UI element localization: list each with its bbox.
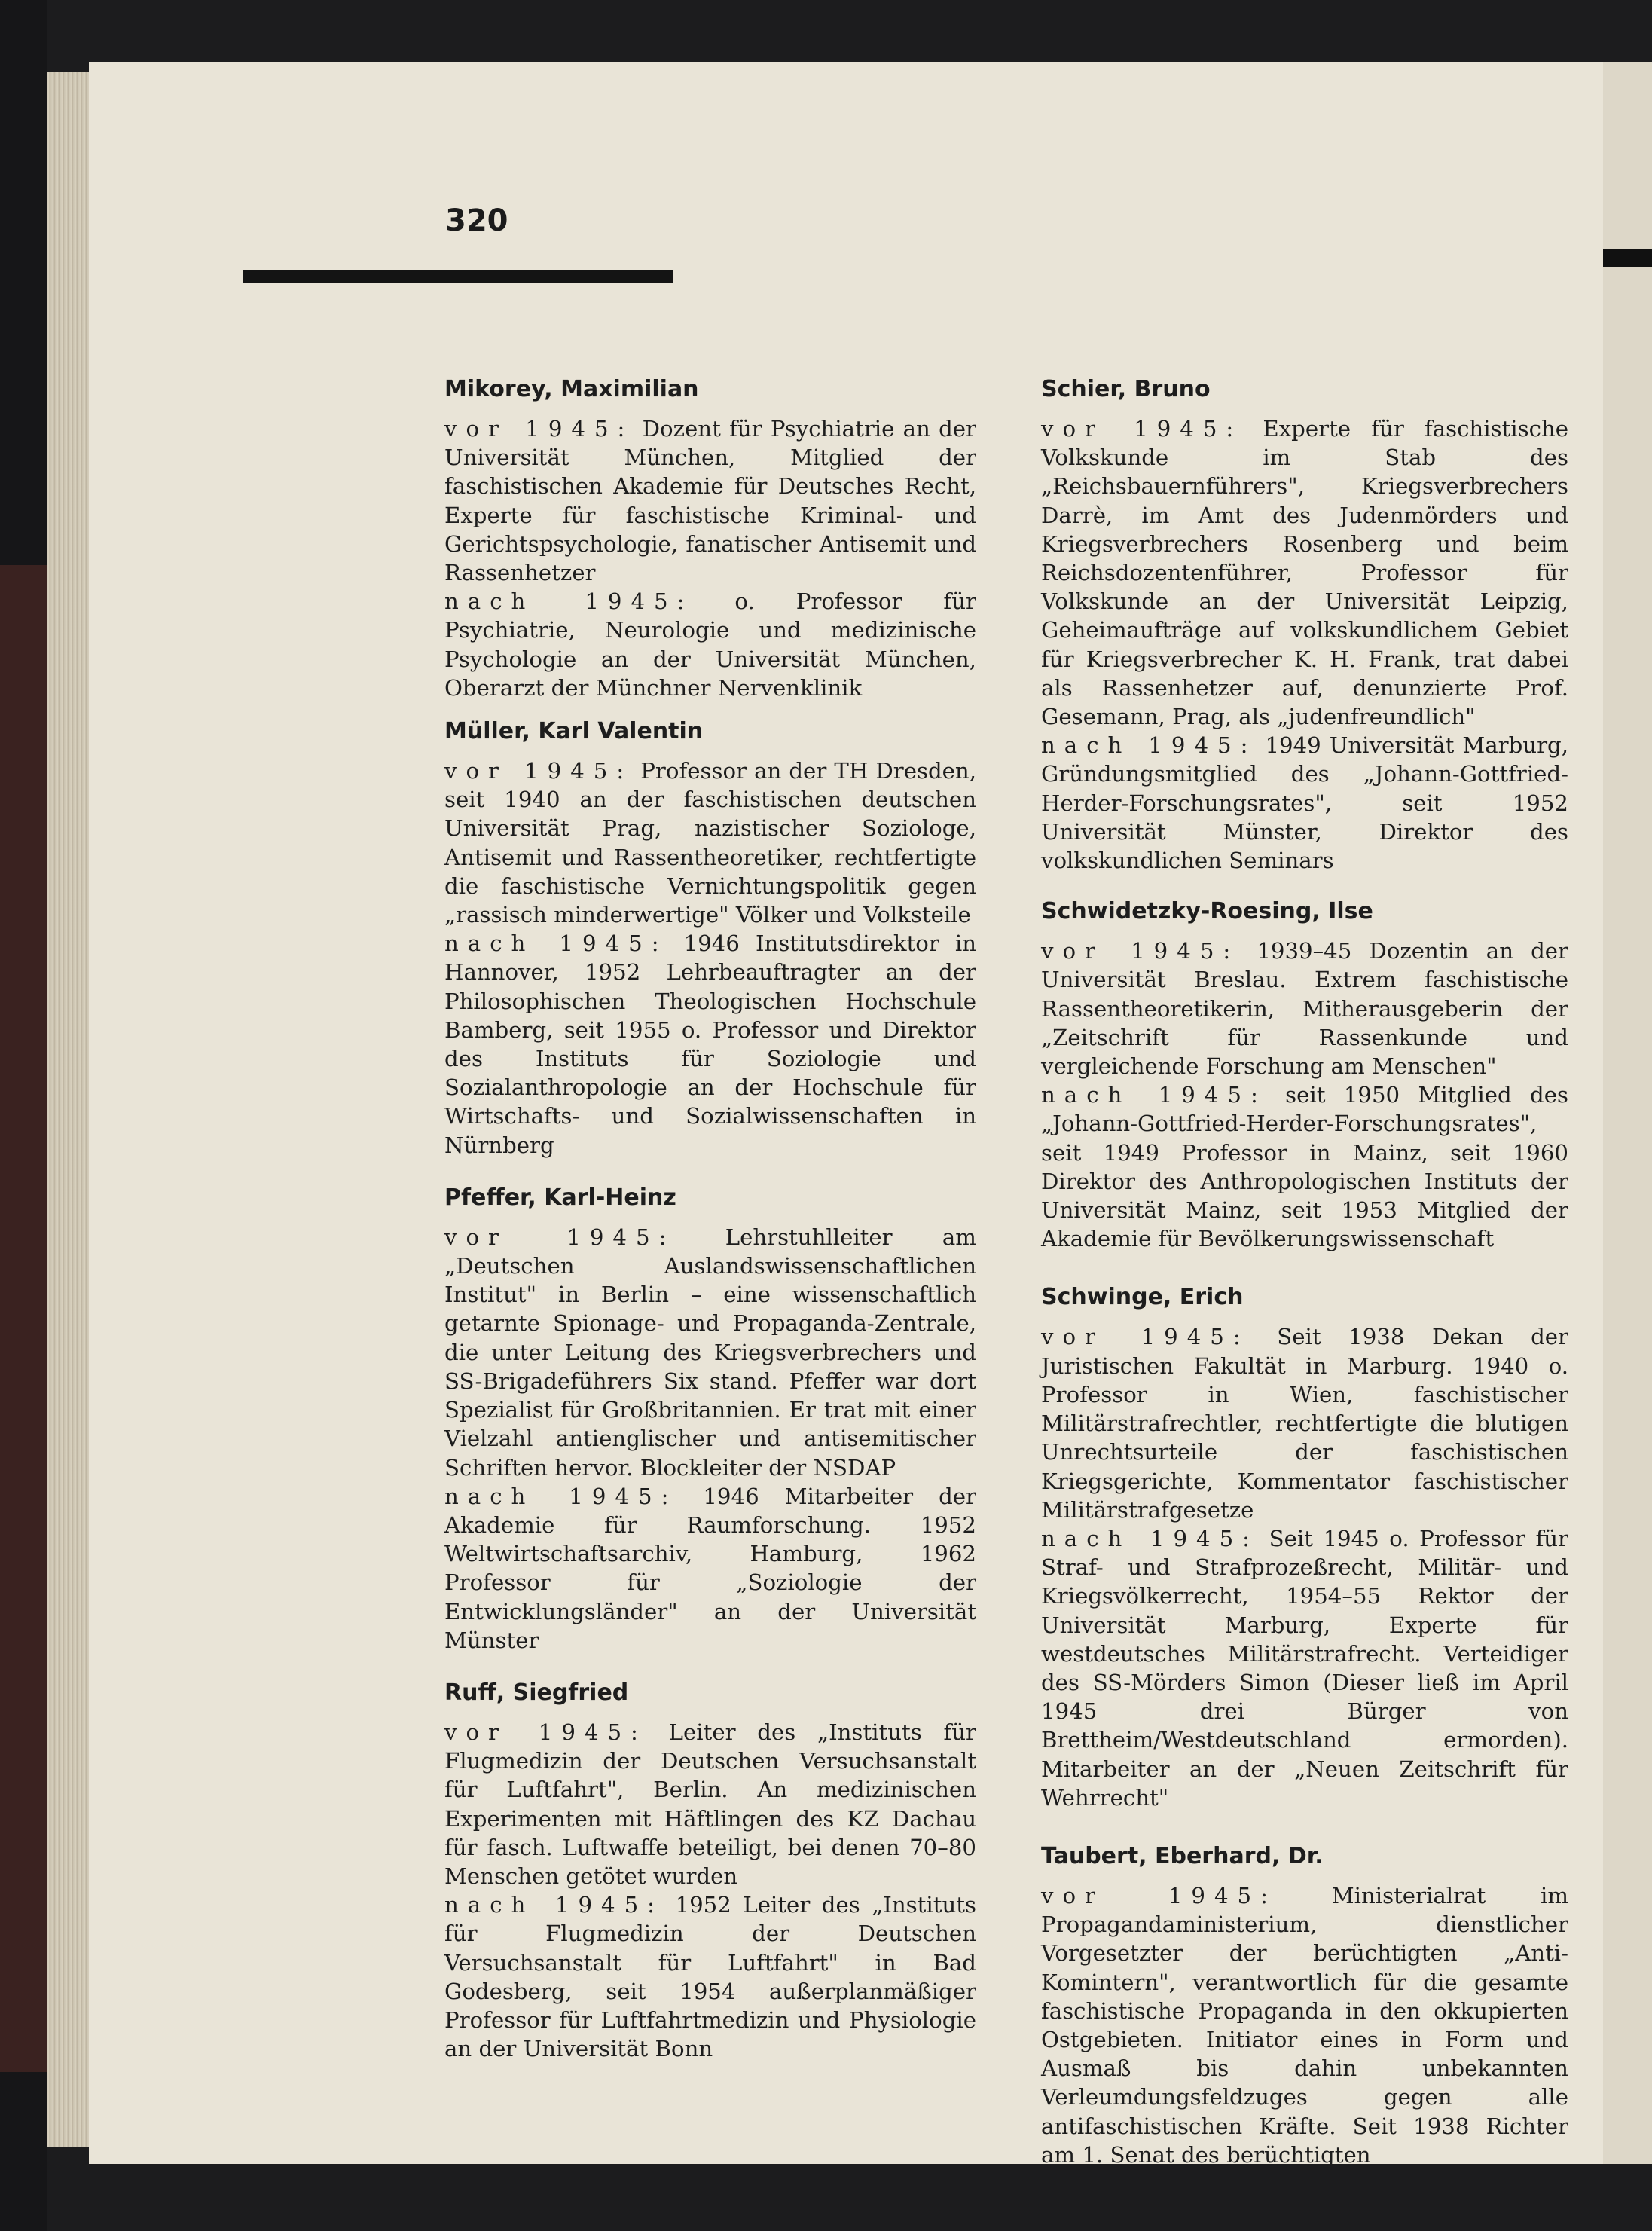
entry-after-1945 xyxy=(444,929,976,1160)
header-rule xyxy=(243,270,673,283)
after-label: nach 1945: xyxy=(1041,1082,1267,1108)
entry-before-1945 xyxy=(444,1223,976,1482)
right-column xyxy=(1041,375,1568,2169)
entry-after-1945 xyxy=(1041,1080,1568,1253)
before-label: vor 1945: xyxy=(444,1719,647,1745)
after-text: 1946 Institutsdirektor in Hannover, 1952 Lehrbeauftragter an der Philosophischen Theologischen Hochschule Bamberg, seit 1955 o. Professor und Direktor des Instituts für Soziologie und Sozialanthropologie an der Hochschule für Wirtschafts- und Sozialwissenschaften in Nürnberg xyxy=(444,931,977,1158)
before-text: Experte für faschistische Volkskunde im Stab des „Reichsbauernführers", Kriegsverbrechers Darrè, im Amt des Judenmörders und Kriegsverbrechers Rosenberg und beim Reichsdozentenführer, Professor für Volkskunde an der Universität Leipzig, Geheimaufträge auf volkskundlichem Gebiet für Kriegsverbrecher K. H. Frank, trat dabei als Rassenhetzer auf, denunzierte Prof. Gesemann, Prag, als „judenfreundlich" xyxy=(1041,416,1569,730)
entry-name: Schwidetzky-Roesing, Ilse xyxy=(1041,898,1373,925)
before-label: vor 1945: xyxy=(1041,1882,1277,1909)
page-number: 320 xyxy=(445,203,508,238)
before-text: Ministerialrat im Propagandaministerium, dienstlicher Vorgesetzter der berüchtigten „Anti-Komintern", verantwortlich für die gesamte faschistische Propaganda in den okkupierten Ostgebieten. Initiator eines in Form und Ausmaß bis dahin unbekannten Verleumdungsfeldzuges gegen alle antifaschistischen Kräfte. Seit 1938 Richter am 1. Senat des berüchtigten xyxy=(1041,1882,1569,2168)
book-spine-cover xyxy=(0,565,53,2072)
entry-after-1945 xyxy=(444,1890,976,2063)
facing-page-edge xyxy=(1603,62,1652,2164)
after-label: nach 1945: xyxy=(1041,1525,1260,1551)
after-label: nach 1945: xyxy=(444,1892,664,1918)
entry-pfeffer xyxy=(444,1184,976,1655)
entry-name: Taubert, Eberhard, Dr. xyxy=(1041,1842,1324,1869)
after-label: nach 1945: xyxy=(444,588,694,615)
entry-before-1945 xyxy=(444,1718,976,1890)
entry-taubert xyxy=(1041,1842,1568,2169)
entry-schwidetzky xyxy=(1041,897,1568,1253)
before-label: vor 1945: xyxy=(444,758,634,784)
page-edges xyxy=(47,72,92,2147)
entry-name: Müller, Karl Valentin xyxy=(444,718,704,745)
entry-after-1945 xyxy=(1041,1524,1568,1812)
facing-page-rule xyxy=(1603,249,1652,267)
before-label: vor 1945: xyxy=(1041,938,1240,964)
entry-after-1945 xyxy=(1041,731,1568,875)
before-label: vor 1945: xyxy=(1041,416,1243,442)
after-text: 1949 Universität Marburg, Gründungsmitglied des „Johann-Gottfried-Herder-Forschungsrates", seit 1952 Universität Münster, Direktor des volkskundlichen Seminars xyxy=(1041,732,1568,874)
entry-mikorey xyxy=(444,375,976,702)
entry-name: Pfeffer, Karl-Heinz xyxy=(444,1184,676,1211)
entry-before-1945 xyxy=(1041,1322,1568,1523)
before-text: Seit 1938 Dekan der Juristischen Fakultät in Marburg. 1940 o. Professor in Wien, faschistischer Militärstrafrechtler, rechtfertigte die blutigen Unrechtsurteile der faschistischen Kriegsgerichte, Kommentator faschistischer Militärstrafgesetze xyxy=(1041,1324,1568,1523)
entry-after-1945 xyxy=(444,1482,976,1655)
entry-before-1945 xyxy=(1041,937,1568,1080)
after-text: o. Professor für Psychiatrie, Neurologie und medizinische Psychologie an der Universität München, Oberarzt der Münchner Nervenklinik xyxy=(444,588,976,701)
before-text: Professor an der TH Dresden, seit 1940 an der faschistischen deutschen Universität Prag, nazistischer Soziologe, Antisemit und Rassentheoretiker, rechtfertigte die faschistische Vernichtungspolitik gegen „rassisch minderwertige" Völker und Volksteile xyxy=(444,758,976,928)
entry-before-1945 xyxy=(1041,1881,1568,2169)
before-text: Lehrstuhlleiter am „Deutschen Auslandswissenschaftlichen Institut" in Berlin – eine wissenschaftlich getarnte Spionage- und Propaganda-Zentrale, die unter Leitung des Kriegsverbrechers und SS-Brigadeführers Six stand. Pfeffer war dort Spezialist für Großbritannien. Er trat mit einer Vielzahl antienglischer und antisemitischer Schriften hervor. Blockleiter der NSDAP xyxy=(444,1224,976,1481)
entry-mueller xyxy=(444,717,976,1160)
before-text: Leiter des „Instituts für Flugmedizin der Deutschen Versuchsanstalt für Luftfahrt", Berlin. An medizinischen Experimenten mit Häftlingen des KZ Dachau für fasch. Luftwaffe beteiligt, bei denen 70–80 Menschen getötet wurden xyxy=(444,1719,977,1889)
entry-ruff xyxy=(444,1679,976,2063)
after-text: seit 1950 Mitglied des „Johann-Gottfried-Herder-Forschungsrates", seit 1949 Professor in Mainz, seit 1960 Direktor des Anthropologischen Instituts der Universität Mainz, seit 1953 Mitglied der Akademie für Bevölkerungswissenschaft xyxy=(1041,1082,1568,1252)
entry-before-1945 xyxy=(1041,414,1568,731)
after-label: nach 1945: xyxy=(444,931,668,957)
after-text: 1946 Mitarbeiter der Akademie für Raumforschung. 1952 Weltwirtschaftsarchiv, Hamburg, 1962 Professor für „Soziologie der Entwicklungsländer" an der Universität Münster xyxy=(444,1483,976,1653)
entry-before-1945 xyxy=(444,756,976,929)
entry-after-1945 xyxy=(444,587,976,702)
entry-name: Schier, Bruno xyxy=(1041,376,1211,402)
after-label: nach 1945: xyxy=(444,1483,678,1509)
before-label: vor 1945: xyxy=(444,416,634,442)
before-text: 1939–45 Dozentin an der Universität Breslau. Extrem faschistische Rassentheoretikerin, Mitherausgeberin der „Zeitschrift für Rassenkunde und vergleichende Forschung am Menschen" xyxy=(1041,938,1568,1080)
before-label: vor 1945: xyxy=(444,1224,676,1250)
entry-name: Mikorey, Maximilian xyxy=(444,376,699,402)
entry-before-1945 xyxy=(444,414,976,587)
entry-name: Ruff, Siegfried xyxy=(444,1679,629,1706)
after-text: Seit 1945 o. Professor für Straf- und Strafprozeßrecht, Militär- und Kriegsvölkerrecht, 1954–55 Rektor der Universität Marburg, Experte für westdeutsches Militärstrafrecht. Verteidiger des SS-Mörders Simon (Dieser ließ im April 1945 drei Bürger von Brettheim/Westdeutschland ermorden). Mitarbeiter an der „Neuen Zeitschrift für Wehrrecht" xyxy=(1041,1525,1568,1811)
entry-schier xyxy=(1041,375,1568,875)
entry-schwinge xyxy=(1041,1283,1568,1811)
left-column xyxy=(444,375,976,2063)
before-text: Dozent für Psychiatrie an der Universität München, Mitglied der faschistischen Akademie für Deutsches Recht, Experte für faschistische Kriminal- und Gerichtspsychologie, fanatischer Antisemit und Rassenhetzer xyxy=(444,416,977,586)
after-text: 1952 Leiter des „Instituts für Flugmedizin der Deutschen Versuchsanstalt für Luftfahrt" in Bad Godesberg, seit 1954 außerplanmäßiger Professor für Luftfahrtmedizin und Physiologie an der Universität Bonn xyxy=(444,1892,976,2062)
after-label: nach 1945: xyxy=(1041,732,1257,759)
before-label: vor 1945: xyxy=(1041,1324,1250,1350)
entry-name: Schwinge, Erich xyxy=(1041,1284,1244,1311)
